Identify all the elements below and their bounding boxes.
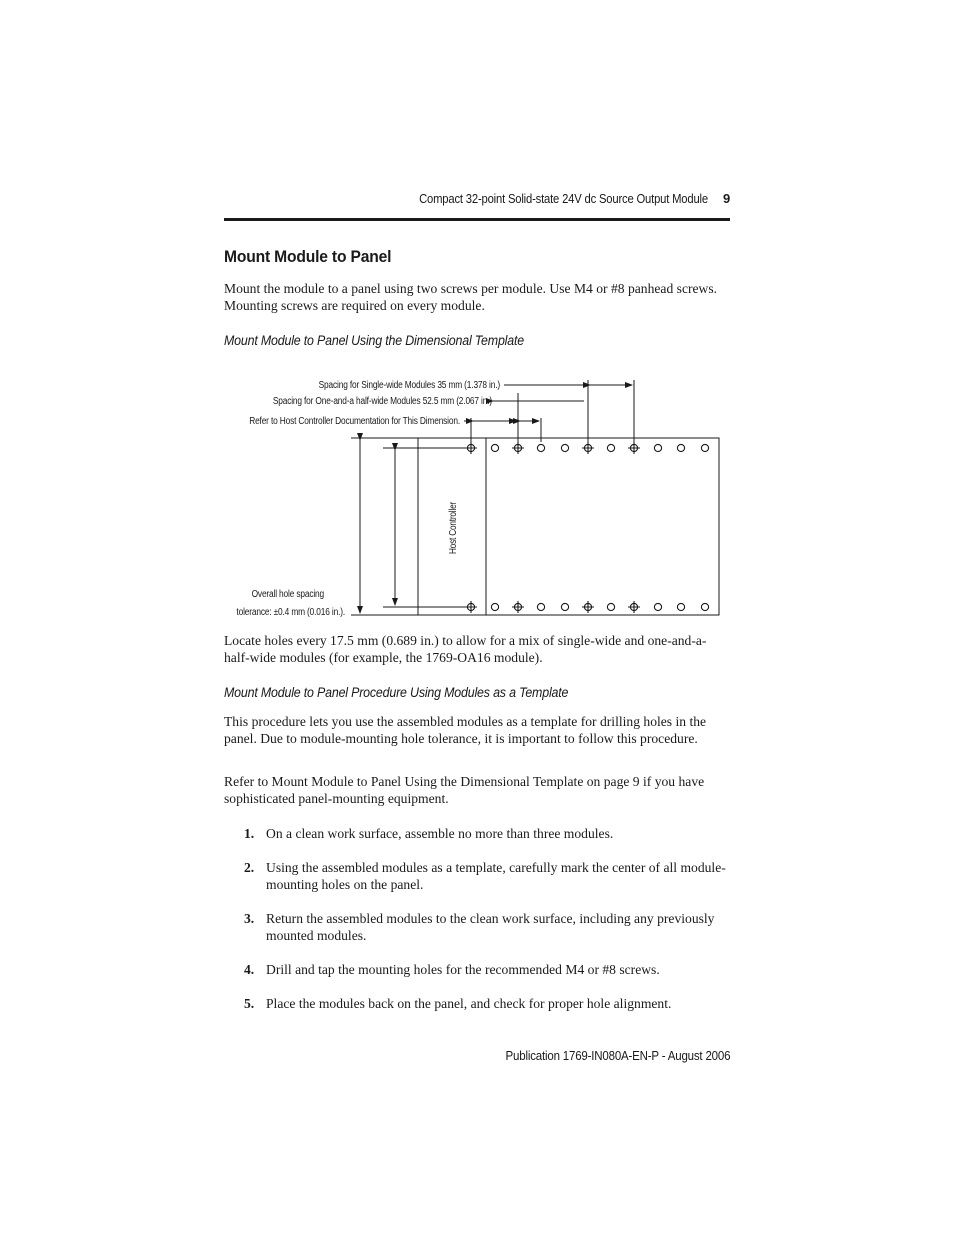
mounting-hole xyxy=(607,444,614,451)
step-item xyxy=(224,995,730,1012)
intro-paragraph: Mount the module to a panel using two screws per module. Use M4 or #8 panhead screws. Mounting screws are required on every module. xyxy=(224,281,718,313)
section-title: Mount Module to Panel xyxy=(224,247,392,266)
step-text: Return the assembled modules to the clean work surface, including any previously mounted modules. xyxy=(266,911,715,943)
hole-crosshair xyxy=(582,442,594,454)
step-text: On a clean work surface, assemble no more than three modules. xyxy=(266,826,614,841)
step-text: Drill and tap the mounting holes for the recommended M4 or #8 screws. xyxy=(266,962,660,977)
procedure-subheading: Mount Module to Panel Procedure Using Modules as a Template xyxy=(224,685,569,700)
hole-crosshair xyxy=(465,601,477,613)
label-tolerance-line1: Overall hole spacing xyxy=(251,588,324,600)
step-text: Place the modules back on the panel, and check for proper hole alignment. xyxy=(266,996,672,1011)
step-item xyxy=(224,825,730,842)
procedure-steps xyxy=(224,825,730,1012)
running-header xyxy=(224,190,730,221)
template-subheading: Mount Module to Panel Using the Dimensional Template xyxy=(224,333,524,348)
label-single-wide: Spacing for Single-wide Modules 35 mm (1.378 in.) xyxy=(318,379,500,391)
hole-crosshair xyxy=(582,601,594,613)
mounting-hole xyxy=(677,444,684,451)
mounting-hole xyxy=(561,444,568,451)
page-number: 9 xyxy=(722,191,730,206)
mounting-hole xyxy=(701,444,708,451)
mounting-hole xyxy=(491,603,498,610)
hole-crosshair xyxy=(512,442,524,454)
mounting-hole xyxy=(654,603,661,610)
step-number: 4. xyxy=(244,962,255,977)
mounting-hole xyxy=(537,603,544,610)
step-number: 1. xyxy=(244,826,255,841)
hole-crosshair xyxy=(628,601,640,613)
step-item xyxy=(224,910,730,944)
hole-crosshair xyxy=(465,442,477,454)
label-host-reference: Refer to Host Controller Documentation for This Dimension. xyxy=(249,415,460,427)
procedure-paragraph-2: Refer to Mount Module to Panel Using the Dimensional Template on page 9 if you have sophisticated panel-mounting equipment. xyxy=(224,774,705,806)
hole-crosshair xyxy=(628,442,640,454)
header-title: Compact 32-point Solid-state 24V dc Source Output Module xyxy=(419,192,708,206)
mounting-hole xyxy=(654,444,661,451)
procedure-paragraph-1: This procedure lets you use the assembled modules as a template for drilling holes in the panel. Due to module-mounting hole tolerance, it is important to follow this procedure. xyxy=(224,714,707,746)
mounting-hole xyxy=(701,603,708,610)
step-number: 3. xyxy=(244,911,255,926)
mounting-hole xyxy=(537,444,544,451)
mounting-hole xyxy=(607,603,614,610)
mounting-hole xyxy=(491,444,498,451)
step-number: 2. xyxy=(244,860,255,875)
module-outline xyxy=(486,438,719,615)
locate-paragraph: Locate holes every 17.5 mm (0.689 in.) to allow for a mix of single-wide and one-and-a-half-wide modules (for example, the 1769-OA16 module). xyxy=(224,633,707,665)
label-tolerance-line2: tolerance: ±0.4 mm (0.016 in.). xyxy=(236,606,345,618)
step-item xyxy=(224,961,730,978)
step-item xyxy=(224,859,730,893)
mounting-hole xyxy=(677,603,684,610)
step-text: Using the assembled modules as a template, carefully mark the center of all module-mounting holes on the panel. xyxy=(266,860,726,892)
dimensional-template-figure xyxy=(220,370,730,622)
label-one-and-half: Spacing for One-and-a half-wide Modules 52.5 mm (2.067 in.) xyxy=(272,395,493,407)
label-host-controller: Host Controller xyxy=(447,501,459,555)
footer-publication: Publication 1769-IN080A-EN-P - August 2006 xyxy=(505,1049,730,1063)
step-number: 5. xyxy=(244,996,255,1011)
mounting-hole xyxy=(561,603,568,610)
hole-crosshair xyxy=(512,601,524,613)
